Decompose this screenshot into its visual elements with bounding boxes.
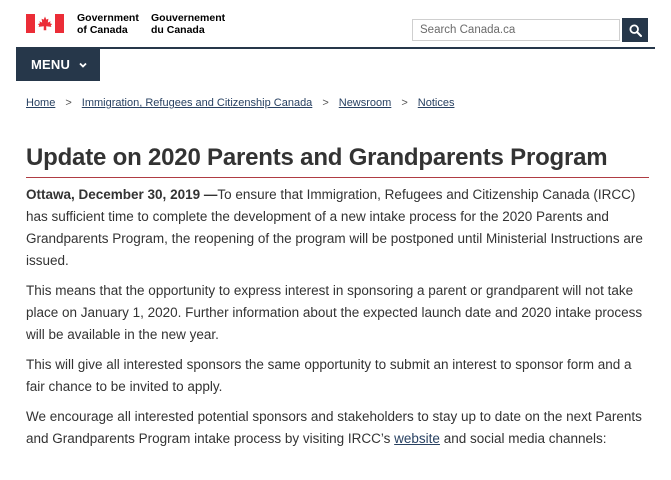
breadcrumb-notices[interactable]: Notices xyxy=(417,97,455,109)
website-link[interactable]: website xyxy=(394,431,440,446)
menu-label: MENU xyxy=(31,57,71,72)
search-icon xyxy=(629,24,642,37)
search-button[interactable] xyxy=(622,18,648,42)
title-underline xyxy=(26,177,649,178)
paragraph-4 xyxy=(26,406,654,450)
paragraph-2: This means that the opportunity to express interest in sponsoring a parent or grandparent will not take place on January 1, 2020. Further information about the expected launch date and 2020 intake process will be available in the new year. xyxy=(26,283,643,342)
signature-fr-line-1: Gouvernement xyxy=(151,12,226,24)
signature-fr-line-2: du Canada xyxy=(151,24,205,36)
signature-en-line-2: of Canada xyxy=(77,24,128,36)
article-body xyxy=(26,184,654,458)
breadcrumb xyxy=(26,97,454,109)
paragraph-4-text-before: We encourage all interested potential sponsors and stakeholders to stay up to date on the next Parents and Grandparents Program intake process by visiting IRCC’s xyxy=(26,409,642,446)
signature-english xyxy=(77,12,139,36)
breadcrumb-ircc[interactable]: Immigration, Refugees and Citizenship Canada xyxy=(81,97,313,109)
chevron-down-icon xyxy=(78,60,88,70)
breadcrumb-separator: > xyxy=(401,97,408,109)
breadcrumb-home[interactable]: Home xyxy=(26,97,56,109)
canada-flag-icon[interactable] xyxy=(26,14,64,33)
header-divider xyxy=(16,47,655,49)
breadcrumb-newsroom[interactable]: Newsroom xyxy=(338,97,392,109)
signature-en-line-1: Government xyxy=(77,12,139,24)
page-title: Update on 2020 Parents and Grandparents Program xyxy=(26,144,608,171)
paragraph-4-text-after: and social media channels: xyxy=(439,431,607,446)
signature-french xyxy=(151,12,225,36)
paragraph-1-text: To ensure that Immigration, Refugees and Citizenship Canada (IRCC) has sufficient time to complete the development of a new intake process for the 2020 Parents and Grandparents Program, the reopening of the program will be postponed until Ministerial Instructions are issued. xyxy=(26,187,643,268)
paragraph-3: This will give all interested sponsors the same opportunity to submit an interest to sponsor form and a fair chance to be invited to apply. xyxy=(26,357,632,394)
gov-header xyxy=(0,0,671,46)
breadcrumb-separator: > xyxy=(65,97,72,109)
dateline: Ottawa, December 30, 2019 — xyxy=(26,187,218,202)
breadcrumb-separator: > xyxy=(322,97,329,109)
paragraph-1 xyxy=(26,184,654,272)
menu-button[interactable] xyxy=(16,48,100,81)
search-input[interactable] xyxy=(412,19,620,41)
